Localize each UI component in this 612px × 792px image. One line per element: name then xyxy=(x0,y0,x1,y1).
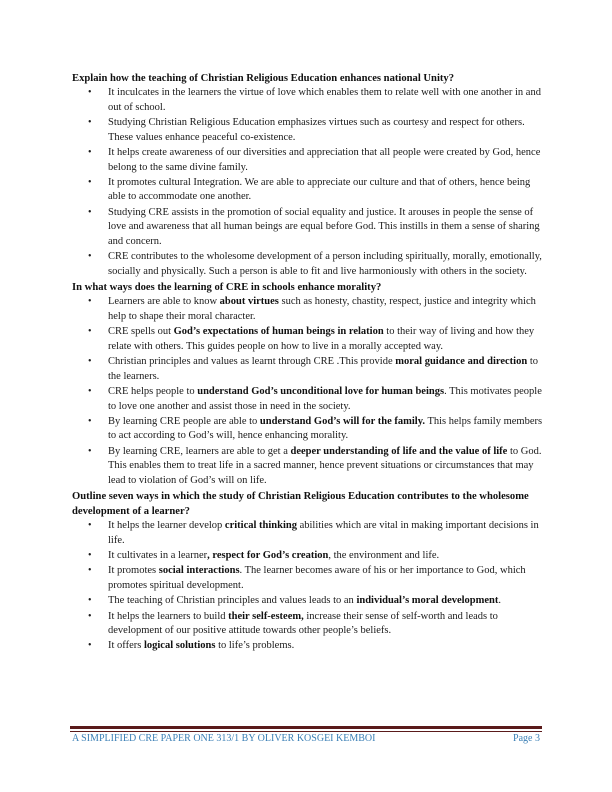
bullet-icon: • xyxy=(88,640,92,652)
text-run: It helps the learners to build xyxy=(108,610,229,622)
bullet-icon: • xyxy=(88,520,92,532)
answer-item xyxy=(72,250,548,279)
bold-text: understand God’s will for the family. xyxy=(259,415,426,427)
text-run: abilities which are vital in making important decisions in life. xyxy=(108,520,539,546)
text-run: It promotes cultural Integration. We are able to appreciate our culture and that of others, hence being able to accommodate one another. xyxy=(108,176,531,203)
text-run: such as honesty, chastity, respect, justice and integrity which help to shape their moral character. xyxy=(108,296,536,322)
bold-text: their self-esteem, xyxy=(228,610,304,622)
text-run: Learners are able to know xyxy=(108,296,220,308)
footer-title: A SIMPLIFIED CRE PAPER ONE 313/1 BY OLIVER KOSGEI KEMBOI xyxy=(72,733,376,744)
bullet-icon: • xyxy=(88,565,92,577)
answer-item xyxy=(72,325,548,354)
bold-text: about virtues xyxy=(219,296,279,308)
answer-list xyxy=(72,519,548,654)
answer-list xyxy=(72,86,548,280)
bullet-icon: • xyxy=(88,176,92,188)
answer-item xyxy=(72,116,548,145)
question-heading: In what ways does the learning of CRE in schools enhance morality? xyxy=(72,282,382,294)
bullet-icon: • xyxy=(88,206,92,218)
text-run: . xyxy=(498,595,502,607)
answer-item xyxy=(72,445,548,489)
bullet-icon: • xyxy=(88,296,92,308)
bold-text: logical solutions xyxy=(143,640,216,652)
page-footer xyxy=(72,733,540,744)
answer-item xyxy=(72,295,548,324)
bold-text: God’s expectations of human beings in relation xyxy=(173,326,384,338)
text-run: , the environment and life. xyxy=(328,550,440,562)
text-run: It helps create awareness of our diversities and appreciation that all people were created by God, hence belong to the same divine family. xyxy=(108,146,541,173)
question-heading: Explain how the teaching of Christian Religious Education enhances national Unity? xyxy=(72,73,455,84)
text-run: The teaching of Christian principles and values leads to an xyxy=(108,595,357,607)
answer-item xyxy=(72,594,548,609)
bullet-icon: • xyxy=(88,116,92,128)
bold-text: individual’s moral development xyxy=(356,595,499,607)
bullet-icon: • xyxy=(88,595,92,607)
bullet-icon: • xyxy=(88,610,92,622)
bullet-icon: • xyxy=(88,326,92,338)
bullet-icon: • xyxy=(88,415,92,427)
text-run: CRE contributes to the wholesome development of a person including spiritually, morally, emotionally, socially and physically. Such a person is able to fit and live harmoniously with others in the society. xyxy=(108,251,542,277)
text-run: . The learner becomes aware of his or her importance to God, which promotes spiritual development. xyxy=(108,565,526,592)
answer-item xyxy=(72,564,548,593)
text-run: to life’s problems. xyxy=(215,640,295,652)
bold-text: , respect for God’s creation xyxy=(207,550,329,562)
text-run: CRE helps people to xyxy=(108,385,198,397)
text-run: By learning CRE, learners are able to get a xyxy=(108,445,291,457)
bullet-icon: • xyxy=(88,251,92,263)
bullet-icon: • xyxy=(88,445,92,457)
answer-item xyxy=(72,86,548,115)
text-run: It cultivates in a learner xyxy=(108,550,208,562)
text-run: By learning CRE people are able to xyxy=(108,415,260,427)
answer-item xyxy=(72,206,548,250)
bold-text: deeper understanding of life and the value of life xyxy=(290,445,508,457)
bullet-icon: • xyxy=(88,385,92,397)
text-run: It offers xyxy=(108,640,144,652)
text-run: It helps the learner develop xyxy=(108,520,225,532)
document-body xyxy=(72,71,548,655)
bullet-icon: • xyxy=(88,87,92,98)
text-run: Studying CRE assists in the promotion of social equality and justice. It arouses in people the sense of love and awareness that all human beings are equal before God. This instills in them a sense of sharing and concern. xyxy=(108,206,540,248)
page-number: Page 3 xyxy=(513,733,540,744)
footer-rule xyxy=(70,726,542,729)
answer-item xyxy=(72,146,548,175)
text-run: This helps family members to act according to God’s will, hence enhancing morality. xyxy=(108,415,543,442)
bold-text: social interactions xyxy=(158,565,240,577)
text-run: It inculcates in the learners the virtue of love which enables them to relate well with one another in and out of school. xyxy=(108,87,541,113)
footer-rule-thin xyxy=(70,731,542,732)
text-run: to the learners. xyxy=(108,355,538,382)
answer-list xyxy=(72,295,548,489)
answer-item xyxy=(72,549,548,564)
answer-item xyxy=(72,385,548,414)
text-run: . This motivates people to love one another and assist those in need in the society. xyxy=(108,385,542,412)
bold-text: critical thinking xyxy=(224,520,297,532)
question-heading: Outline seven ways in which the study of Christian Religious Education contributes to the wholesome development of a learner? xyxy=(72,491,529,518)
answer-item xyxy=(72,519,548,548)
answer-item xyxy=(72,610,548,639)
bullet-icon: • xyxy=(88,146,92,158)
text-run: Studying Christian Religious Education emphasizes virtues such as courtesy and respect for others. These values enhance peaceful co-existence. xyxy=(108,116,525,143)
bold-text: understand God’s unconditional love for human beings xyxy=(197,385,445,397)
text-run: to God. This enables them to treat life in a sacred manner, hence prevent situations or circumstances that may lead to violation of God’s will on life. xyxy=(108,445,542,487)
text-run: to their way of living and how they relate with others. This guides people on how to live in a morally accepted way. xyxy=(108,326,535,352)
answer-item xyxy=(72,176,548,205)
bold-text: moral guidance and direction xyxy=(395,355,528,367)
text-run: CRE spells out xyxy=(108,326,174,338)
text-run: Christian principles and values as learnt through CRE .This provide xyxy=(108,355,396,367)
text-run: increase their sense of self-worth and leads to development of our positive attitude towards other people’s beliefs. xyxy=(108,610,498,637)
answer-item xyxy=(72,415,548,444)
answer-item xyxy=(72,639,548,654)
text-run: It promotes xyxy=(108,565,159,577)
bullet-icon: • xyxy=(88,550,92,562)
answer-item xyxy=(72,355,548,384)
bullet-icon: • xyxy=(88,355,92,367)
